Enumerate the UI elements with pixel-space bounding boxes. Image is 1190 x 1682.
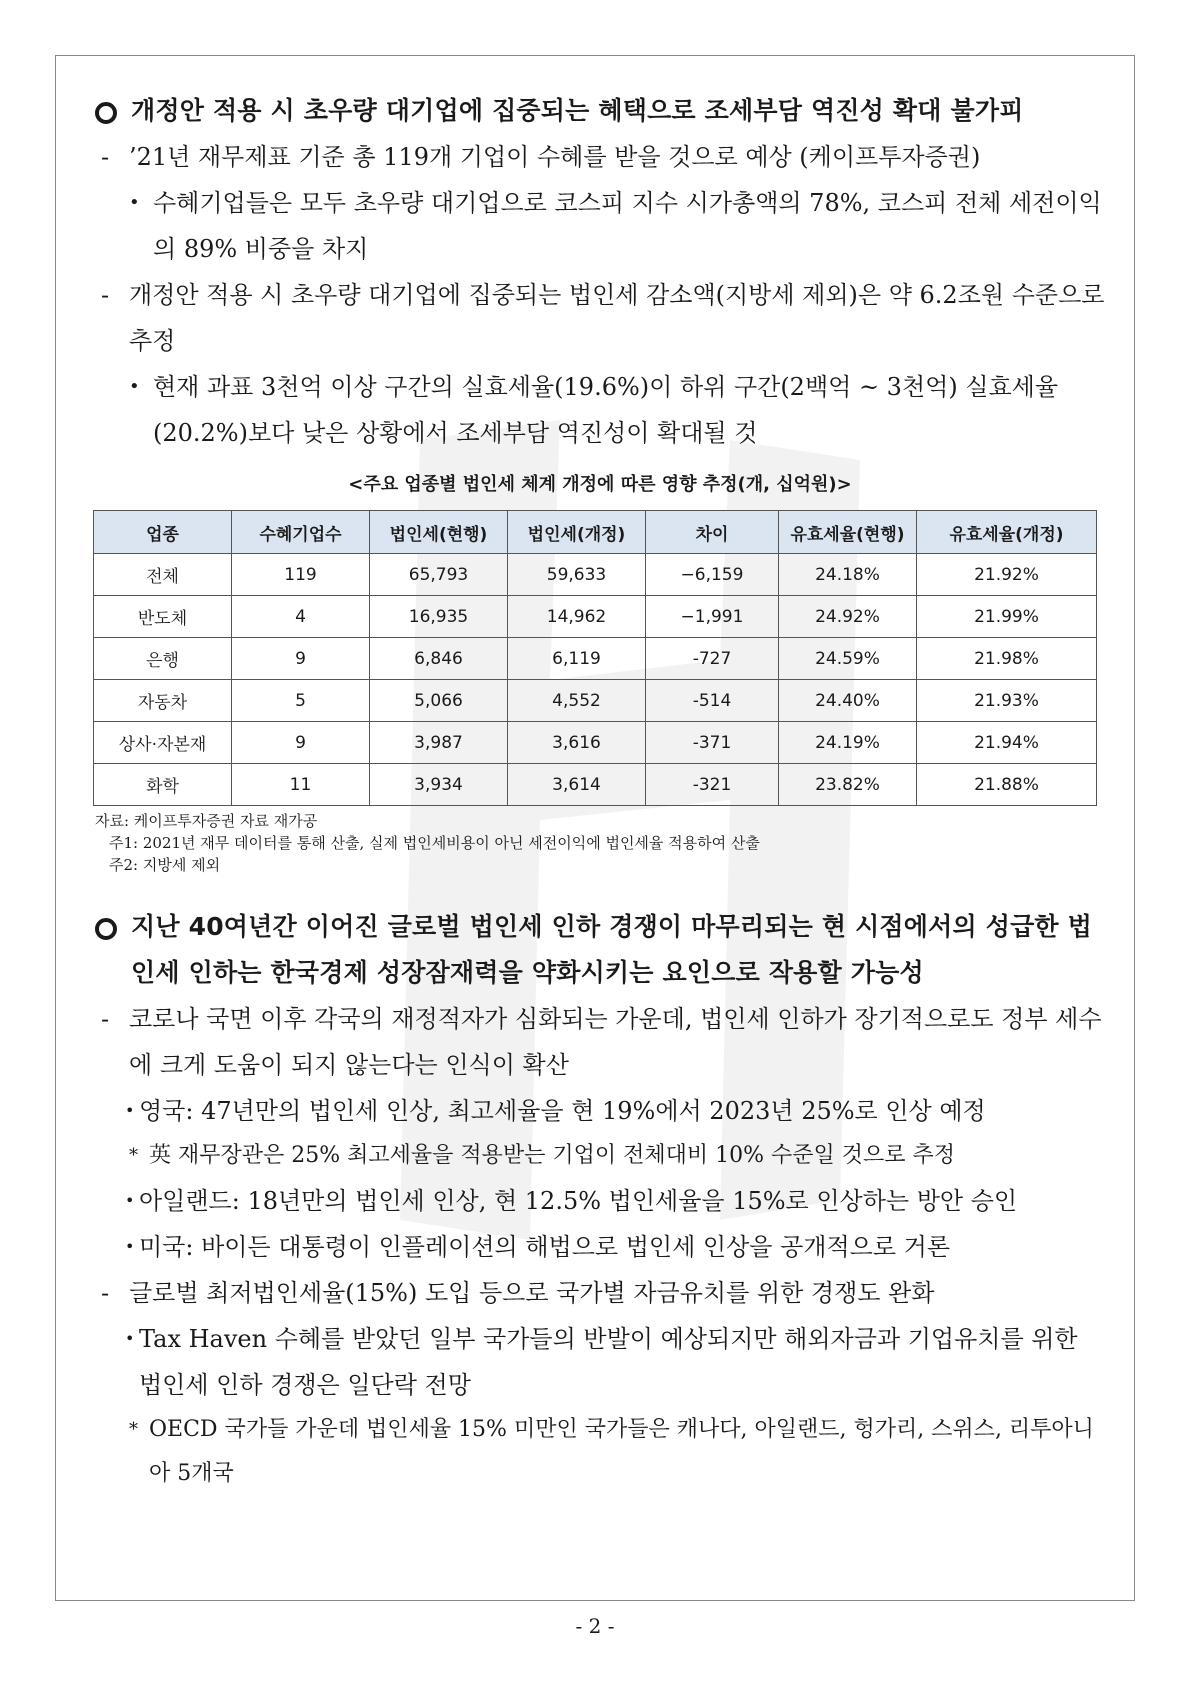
table-caption: <주요 업종별 법인세 체계 개정에 따른 영향 추정(개, 십억원)> [348, 474, 852, 495]
section1-bullet1-sub-text: 수혜기업들은 모두 초우량 대기업으로 코스피 지수 시가총액의 78%, 코스피 전체 세전이익의 89% 비중을 차지 [153, 189, 1102, 263]
table-row [94, 680, 1097, 722]
section2-uk-text: 영국: 47년만의 법인세 인상, 최고세율을 현 19%에서 2023년 25%로 인상 예정 [139, 1097, 986, 1125]
section1-heading [95, 88, 1105, 134]
table-row [94, 596, 1097, 638]
table-row [94, 722, 1097, 764]
cell: 4,552 [508, 680, 646, 722]
table-note-1: 주1: 2021년 재무 데이터를 통해 산출, 실제 법인세비용이 아닌 세전이익에 법인세율 적용하여 산출 [109, 834, 760, 852]
cell: -727 [646, 638, 779, 680]
cell: 상사·자본재 [94, 722, 232, 764]
cell: 21.94% [917, 722, 1097, 764]
cell: 전체 [94, 554, 232, 596]
section2-heading [95, 904, 1105, 996]
cell: 11 [232, 764, 370, 806]
section2-bullet1 [95, 996, 1105, 1088]
section2-usa-text: 미국: 바이든 대통령이 인플레이션의 해법으로 법인세 인상을 공개적으로 거론 [139, 1233, 951, 1261]
cell: 24.40% [779, 680, 917, 722]
cell: 24.18% [779, 554, 917, 596]
dash-marker: - [101, 1005, 110, 1033]
cell: 21.88% [917, 764, 1097, 806]
dot-marker: • [125, 1329, 135, 1348]
cell: 3,614 [508, 764, 646, 806]
section1-bullet2 [95, 272, 1105, 364]
section2-oecd-note-text: OECD 국가들 가운데 법인세율 15% 미만인 국가들은 캐나다, 아일랜드, 헝가리, 스위스, 리투아니아 5개국 [149, 1417, 1094, 1486]
cell: 3,934 [370, 764, 508, 806]
cell: −1,991 [646, 596, 779, 638]
section2-usa [95, 1224, 1105, 1270]
table-source: 자료: 케이프투자증권 자료 재가공 [95, 812, 318, 830]
cell: 4 [232, 596, 370, 638]
cell: 23.82% [779, 764, 917, 806]
section2-oecd-note [95, 1408, 1105, 1496]
page-content [95, 88, 1105, 1496]
dot-marker: • [125, 1101, 135, 1120]
cell: 화학 [94, 764, 232, 806]
dot-marker: • [125, 1237, 135, 1256]
table-row [94, 638, 1097, 680]
header-beneficiaries: 수혜기업수 [232, 511, 370, 554]
cell: 9 [232, 638, 370, 680]
cell: 14,962 [508, 596, 646, 638]
header-tax-current: 법인세(현행) [370, 511, 508, 554]
cell: 은행 [94, 638, 232, 680]
cell: 24.59% [779, 638, 917, 680]
cell: 5,066 [370, 680, 508, 722]
section1-bullet2-text: 개정안 적용 시 초우량 대기업에 집중되는 법인세 감소액(지방세 제외)은 약 6.2조원 수준으로 추정 [129, 281, 1105, 355]
section2-uk [95, 1088, 1105, 1134]
circle-bullet-icon [95, 102, 117, 124]
cell: 6,119 [508, 638, 646, 680]
table-header-row [94, 511, 1097, 554]
cell: 59,633 [508, 554, 646, 596]
dot-marker: • [125, 1191, 135, 1210]
cell: 119 [232, 554, 370, 596]
table-note-2: 주2: 지방세 제외 [109, 856, 221, 874]
impact-table [93, 510, 1097, 806]
cell: -371 [646, 722, 779, 764]
table-row [94, 764, 1097, 806]
section1-bullet1 [95, 134, 1105, 180]
header-tax-revised: 법인세(개정) [508, 511, 646, 554]
section2-bullet1-text: 코로나 국면 이후 각국의 재정적자가 심화되는 가운데, 법인세 인하가 장기적으로도 정부 세수에 크게 도움이 되지 않는다는 인식이 확산 [129, 1005, 1102, 1079]
cell: 3,987 [370, 722, 508, 764]
section1-bullet2-sub [95, 364, 1105, 456]
cell: 5 [232, 680, 370, 722]
cell: 65,793 [370, 554, 508, 596]
table-notes [95, 810, 1105, 876]
cell: 21.98% [917, 638, 1097, 680]
dot-marker: • [129, 376, 140, 397]
circle-bullet-icon [95, 918, 117, 940]
section1-bullet1-text: ’21년 재무제표 기준 총 119개 기업이 수혜를 받을 것으로 예상 (케이프투자증권) [129, 143, 981, 171]
section2-heading-text: 지난 40여년간 이어진 글로벌 법인세 인하 경쟁이 마무리되는 현 시점에서의 성급한 법인세 인하는 한국경제 성장잠재력을 약화시키는 요인으로 작용할 가능성 [131, 912, 1093, 987]
cell: 24.92% [779, 596, 917, 638]
star-marker: * [129, 1145, 138, 1166]
star-marker: * [129, 1419, 138, 1440]
header-rate-revised: 유효세율(개정) [917, 511, 1097, 554]
cell: -321 [646, 764, 779, 806]
cell: -514 [646, 680, 779, 722]
dash-marker: - [101, 281, 110, 309]
header-industry: 업종 [94, 511, 232, 554]
dash-marker: - [101, 1279, 110, 1307]
cell: 21.93% [917, 680, 1097, 722]
section2-uk-note [95, 1134, 1105, 1178]
section2-taxhaven [95, 1316, 1105, 1408]
section1-heading-text: 개정안 적용 시 초우량 대기업에 집중되는 혜택으로 조세부담 역진성 확대 불가피 [131, 96, 1024, 125]
section2-taxhaven-text: Tax Haven 수혜를 받았던 일부 국가들의 반발이 예상되지만 해외자금과 기업유치를 위한 법인세 인하 경쟁은 일단락 전망 [139, 1325, 1078, 1399]
cell: 반도체 [94, 596, 232, 638]
page-number: - 2 - [575, 1614, 615, 1638]
dash-marker: - [101, 143, 110, 171]
cell: 9 [232, 722, 370, 764]
cell: 21.99% [917, 596, 1097, 638]
section2-ireland-text: 아일랜드: 18년만의 법인세 인상, 현 12.5% 법인세율을 15%로 인상하는 방안 승인 [139, 1187, 1018, 1215]
cell: −6,159 [646, 554, 779, 596]
cell: 16,935 [370, 596, 508, 638]
section2-ireland [95, 1178, 1105, 1224]
section2-uk-note-text: 英 재무장관은 25% 최고세율을 적용받는 기업이 전체대비 10% 수준일 것으로 추정 [149, 1143, 956, 1168]
section2-bullet2 [95, 1270, 1105, 1316]
cell: 6,846 [370, 638, 508, 680]
header-difference: 차이 [646, 511, 779, 554]
cell: 3,616 [508, 722, 646, 764]
dot-marker: • [129, 192, 140, 213]
table-row [94, 554, 1097, 596]
cell: 21.92% [917, 554, 1097, 596]
section2-bullet2-text: 글로벌 최저법인세율(15%) 도입 등으로 국가별 자금유치를 위한 경쟁도 완화 [129, 1279, 935, 1307]
header-rate-current: 유효세율(현행) [779, 511, 917, 554]
section1-bullet1-sub [95, 180, 1105, 272]
section1-bullet2-sub-text: 현재 과표 3천억 이상 구간의 실효세율(19.6%)이 하위 구간(2백억 ~ 3천억) 실효세율(20.2%)보다 낮은 상황에서 조세부담 역진성이 확대될 것 [153, 373, 1059, 447]
cell: 자동차 [94, 680, 232, 722]
cell: 24.19% [779, 722, 917, 764]
